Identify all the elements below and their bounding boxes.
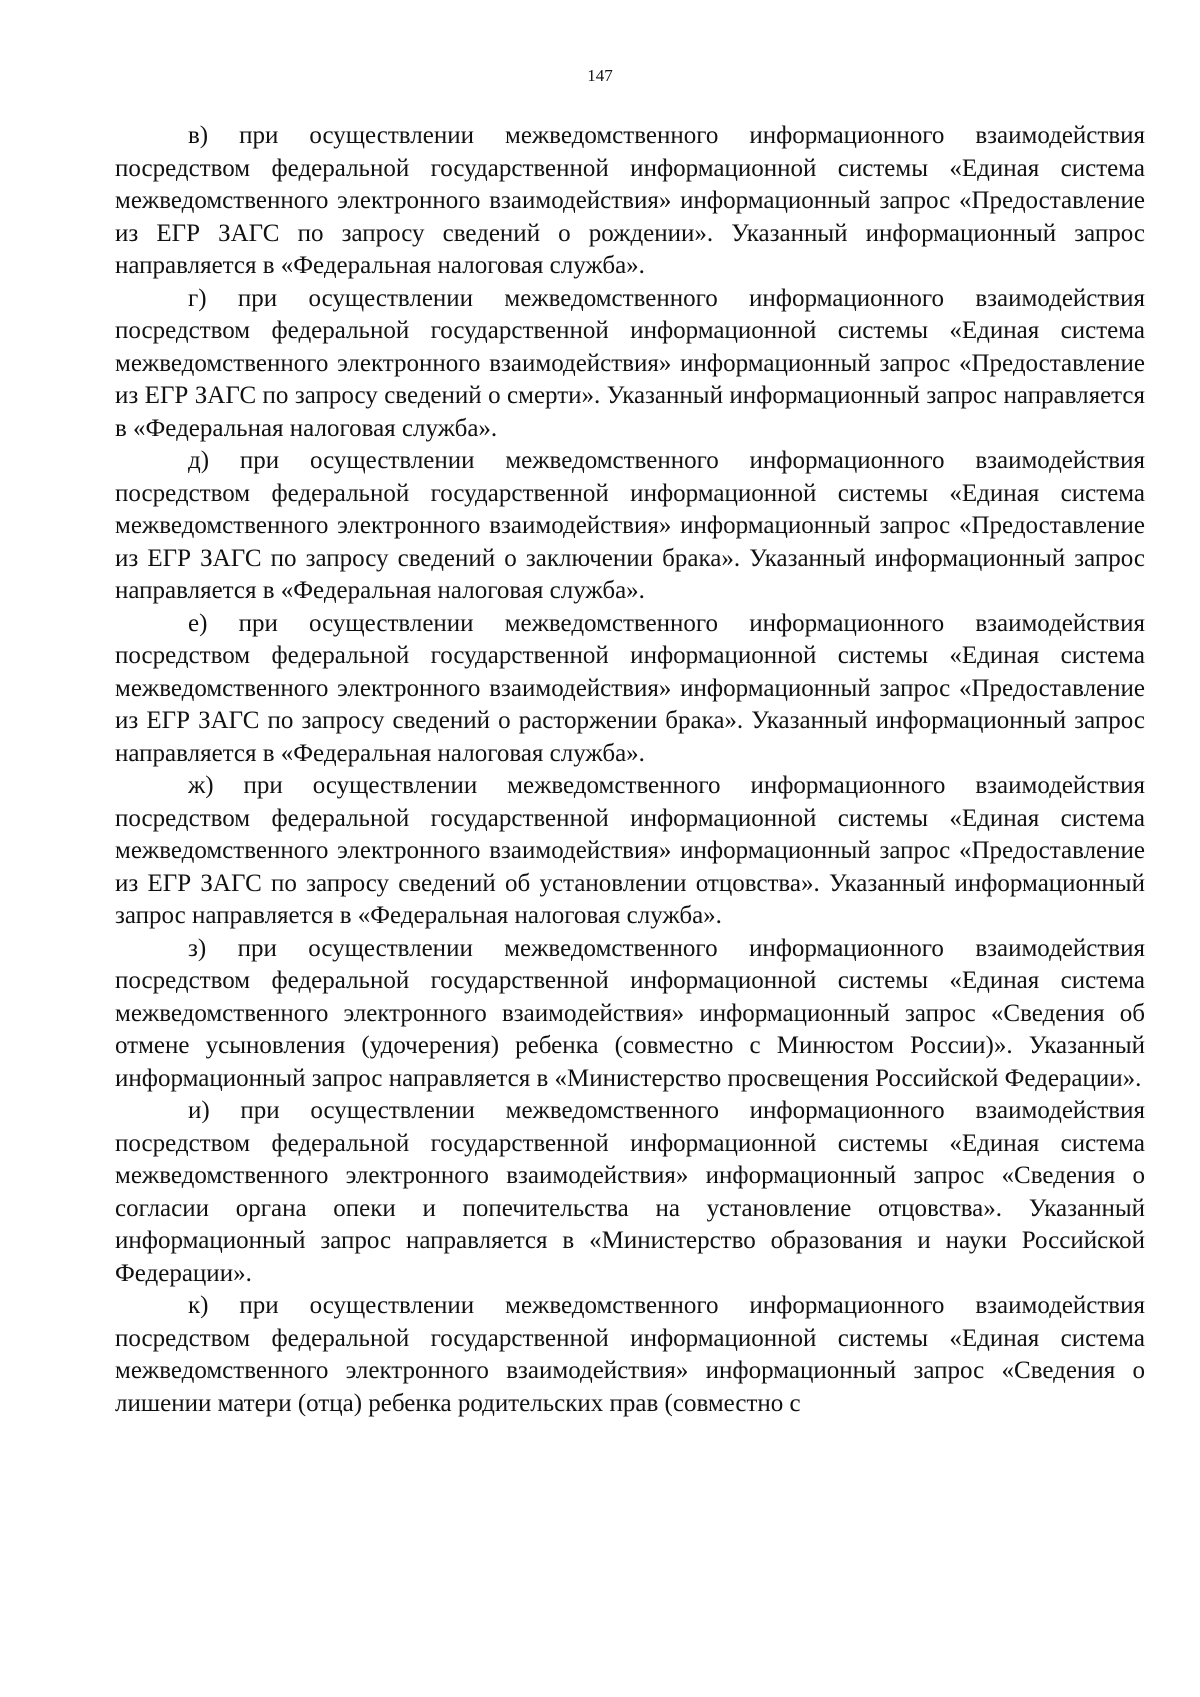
page-number: 147 bbox=[587, 66, 613, 85]
paragraph-z: з) при осуществлении межведомственного информационного взаимодействия посредством федеральной государственной информационной системы «Единая система межведомственного электронного взаимодействия» информационный запрос «Сведения об отмене усыновления (удочерения) ребенка (совместно с Минюстом России)». Указанный информационный запрос направляется в «Министерство просвещения Российской Федерации». bbox=[115, 934, 1145, 1092]
paragraph-i: и) при осуществлении межведомственного информационного взаимодействия посредством федеральной государственной информационной системы «Единая система межведомственного электронного взаимодействия» информационный запрос «Сведения о согласии органа опеки и попечительства на установление отцовства». Указанный информационный запрос направляется в «Министерство образования и науки Российской Федерации». bbox=[115, 1097, 1145, 1287]
paragraph-v: в) при осуществлении межведомственного информационного взаимодействия посредством федеральной государственной информационной системы «Единая система межведомственного электронного взаимодействия» информационный запрос «Предоставление из ЕГР ЗАГС по запросу сведений о рождении». Указанный информационный запрос направляется в «Федеральная налоговая служба». bbox=[115, 122, 1145, 279]
paragraph-g: г) при осуществлении межведомственного информационного взаимодействия посредством федеральной государственной информационной системы «Единая система межведомственного электронного взаимодействия» информационный запрос «Предоставление из ЕГР ЗАГС по запросу сведений о смерти». Указанный информационный запрос направляется в «Федеральная налоговая служба». bbox=[115, 284, 1145, 442]
paragraph-zh: ж) при осуществлении межведомственного информационного взаимодействия посредством федеральной государственной информационной системы «Единая система межведомственного электронного взаимодействия» информационный запрос «Предоставление из ЕГР ЗАГС по запросу сведений об установлении отцовства». Указанный информационный запрос направляется в «Федеральная налоговая служба». bbox=[115, 772, 1145, 929]
paragraph-d: д) при осуществлении межведомственного информационного взаимодействия посредством федеральной государственной информационной системы «Единая система межведомственного электронного взаимодействия» информационный запрос «Предоставление из ЕГР ЗАГС по запросу сведений о заключении брака». Указанный информационный запрос направляется в «Федеральная налоговая служба». bbox=[115, 447, 1145, 604]
paragraph-e: е) при осуществлении межведомственного информационного взаимодействия посредством федеральной государственной информационной системы «Единая система межведомственного электронного взаимодействия» информационный запрос «Предоставление из ЕГР ЗАГС по запросу сведений о расторжении брака». Указанный информационный запрос направляется в «Федеральная налоговая служба». bbox=[115, 609, 1145, 767]
document-body bbox=[115, 120, 1145, 1420]
paragraph-k: к) при осуществлении межведомственного информационного взаимодействия посредством федеральной государственной информационной системы «Единая система межведомственного электронного взаимодействия» информационный запрос «Сведения о лишении матери (отца) ребенка родительских прав (совместно с bbox=[115, 1292, 1145, 1417]
